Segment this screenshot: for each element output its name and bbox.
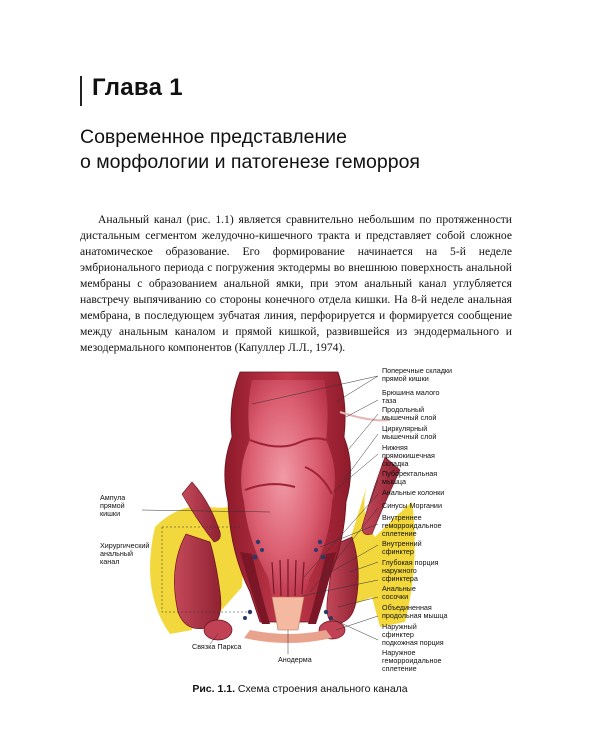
body-paragraph: Анальный канал (рис. 1.1) является сравнительно небольшим по протяженности дистальным сегментом желудочно-кишечного тракта и представляет собой сложное анатомическое образование. Его формирование начинается на 5-й неделе эмбрионального периода с погружения эктодермы во внешнюю поверхность анальной мембраны с образованием анальной ямки, при этом анальный канал углубляется навстречу выпячиванию со стороны конечного отдела кишки. На 8-й неделе анальная мембрана, в последующем зубчатая линия, перфорируется и формируется сообщение между анальным каналом и прямой кишкой, развившейся из эндодермального и мезодермального компонентов (Капуллер Л.Л., 1974). [80,213,512,354]
anoderm [272,597,304,630]
svg-text:Пуборектальнаямышца: Пуборектальная мышца [382,469,438,486]
external-sphincter-subcutaneous-left [204,620,232,640]
svg-text:Хирургическийанальныйканал: Хирургический анальный канал [100,541,150,566]
label-external-sphincter-subcutaneous: Наружный [382,622,417,631]
figure-caption [0,683,600,695]
label-peritoneum: Брюшина малого [382,388,440,397]
svg-text:Ампулапрямойкишки: Ампула прямой кишки [100,493,126,518]
svg-text:Продольныймышечный слой: Продольный мышечный слой [382,405,437,422]
anal-canal-diagram [100,362,500,674]
section-title-line-1: Современное представление [80,126,348,148]
svg-text:Анальныесосочки: Анальные сосочки [382,584,416,601]
chapter-title: Глава 1 [92,74,183,101]
label-internal-hemorrhoidal-plexus: Внутреннее [382,513,422,522]
label-external-hemorrhoidal-plexus: Наружное [382,648,416,657]
svg-text:Циркулярныймышечный слой: Циркулярный мышечный слой [382,424,437,441]
label-internal-sphincter: Внутренний [382,539,422,548]
label-transverse-folds: Поперечные складки [382,366,453,375]
label-anoderm: Анодерма [278,655,312,664]
svg-text:Синусы Моргании [382,501,442,510]
section-title [80,125,420,175]
labels-right [382,366,452,673]
svg-text:Брюшина малоготаза: Брюшина малого таза [382,388,440,405]
label-circular-muscle: Циркулярный [382,424,428,433]
figure-caption-number: Рис. 1.1. [192,683,235,695]
svg-text:Анальные колонки [382,488,444,497]
figure-caption-text: Схема строения анального канала [237,683,408,695]
label-puborectalis: Пуборектальная [382,469,438,478]
label-parks-ligament: Связка Паркса [192,642,242,651]
svg-text:Нижняяпрямокишечнаяскладка: Нижняя прямокишечная складка [382,443,435,468]
svg-text:Поперечные складкипрямой кишки: Поперечные складки прямой кишки [382,366,453,383]
svg-text:Внутреннеегеморроидальноесплет: Внутреннее геморроидальное сплетение [382,513,442,538]
label-anal-columns: Анальные колонки [382,488,445,497]
svg-text:Наружныйсфинктерподкожная порц: Наружный сфинктер подкожная порция [382,622,444,647]
label-conjoined-longitudinal-muscle: Объединенная [382,603,432,612]
label-longitudinal-muscle: Продольный [382,405,425,414]
svg-text:Объединеннаяпродольная мышца: Объединенная продольная мышца [382,603,448,620]
label-surgical-anal-canal: Хирургический [100,541,150,550]
svg-text:Наружноегеморроидальноесплетен: Наружное геморроидальное сплетение [382,648,442,673]
label-lower-rectal-fold: Нижняя [382,443,408,452]
svg-text:Глубокая порциянаружногосфинкт: Глубокая порция наружного сфинктера [382,558,439,583]
label-morgagni-sinuses: Синусы Моргании [382,501,442,510]
chapter-divider [80,76,82,106]
svg-text:Внутреннийсфинктер: Внутренний сфинктер [382,539,422,556]
section-title-line-2: о морфологии и патогенезе геморроя [80,151,420,173]
label-rectal-ampulla: Ампула [100,493,126,502]
label-deep-external-sphincter: Глубокая порция [382,558,439,567]
label-anal-papillae: Анальные [382,584,416,593]
